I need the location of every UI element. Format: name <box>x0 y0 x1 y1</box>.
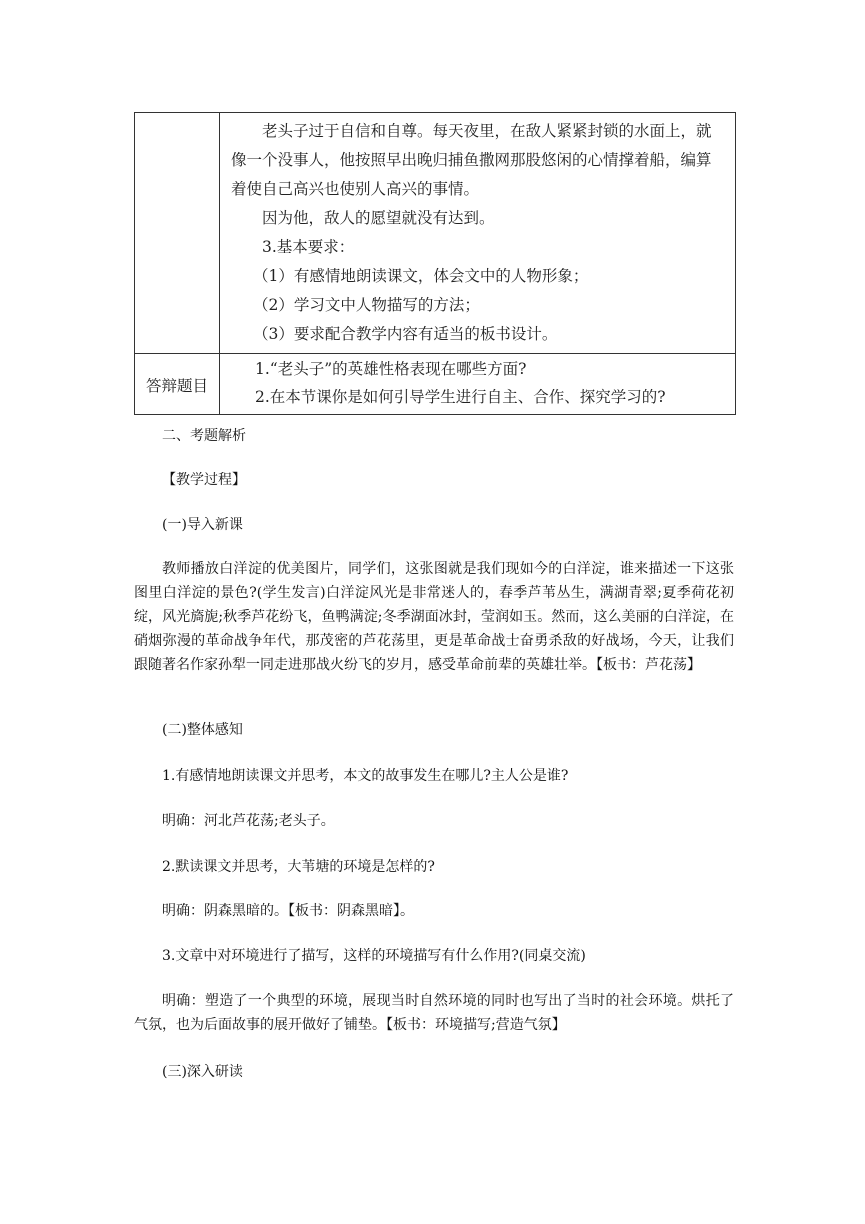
exam-table <box>134 112 736 415</box>
process-heading: 【教学过程】 <box>162 472 246 488</box>
defense-question: 2.在本节课你是如何引导学生进行自主、合作、探究学习的? <box>255 388 666 406</box>
requirement-line: 3.基本要求： <box>262 238 355 256</box>
overall-heading: (二)整体感知 <box>162 722 243 738</box>
requirement-line: 老头子过于自信和自尊。每天夜里，在敌人紧紧封锁的水面上，就 <box>262 122 712 140</box>
answer-1: 明确：河北芦花荡;老头子。 <box>162 813 335 829</box>
intro-heading: (一)导入新课 <box>162 517 243 533</box>
deep-reading-heading: (三)深入研读 <box>162 1064 243 1080</box>
answer-2: 明确：阴森黑暗的。【板书：阴森黑暗】。 <box>162 903 414 919</box>
requirement-line: 像一个没事人，他按照早出晚归捕鱼撒网那股悠闲的心情撑着船，编算 <box>231 151 712 169</box>
requirement-line: （3）要求配合教学内容有适当的板书设计。 <box>253 325 558 343</box>
defense-questions-cell <box>255 355 725 411</box>
defense-question: 1.“老头子”的英雄性格表现在哪些方面? <box>255 360 527 378</box>
table-row-divider <box>135 353 735 354</box>
intro-paragraph: 教师播放白洋淀的优美图片，同学们，这张图就是我们现如今的白洋淀，谁来描述一下这张图里白洋淀的景色?(学生发言)白洋淀风光是非常迷人的，春季芦苇丛生，满湖青翠;夏季荷花初绽，风光旖旎;秋季芦花纷飞，鱼鸭满淀;冬季湖面冰封，莹润如玉。然而，这么美丽的白洋淀，在硝烟弥漫的革命战争年代，那茂密的芦花荡里，更是革命战士奋勇杀敌的好战场，今天，让我们跟随著名作家孙犁一同走进那战火纷飞的岁月，感受革命前辈的英雄壮举。【板书：芦花荡】 <box>134 561 734 673</box>
requirement-line: 着使自己高兴也使别人高兴的事情。 <box>231 180 480 198</box>
question-1: 1.有感情地朗读课文并思考，本文的故事发生在哪儿?主人公是谁? <box>162 768 569 784</box>
requirement-line: （1）有感情地朗读课文，体会文中的人物形象； <box>253 267 589 285</box>
answer-3: 明确：塑造了一个典型的环境，展现当时自然环境的同时也写出了当时的社会环境。烘托了气氛，也为后面故事的展开做好了铺垫。【板书：环境描写;营造气氛】 <box>134 993 734 1033</box>
section-heading: 二、考题解析 <box>162 428 246 444</box>
requirement-line: （2）学习文中人物描写的方法； <box>253 296 480 314</box>
table-column-divider <box>219 113 220 414</box>
requirements-cell <box>231 117 725 349</box>
defense-questions-label: 答辩题目 <box>145 376 208 395</box>
question-2: 2.默读课文并思考，大苇塘的环境是怎样的? <box>162 859 435 875</box>
requirement-line: 因为他，敌人的愿望就没有达到。 <box>262 209 495 227</box>
question-3: 3.文章中对环境进行了描写，这样的环境描写有什么作用?(同桌交流) <box>162 948 586 964</box>
